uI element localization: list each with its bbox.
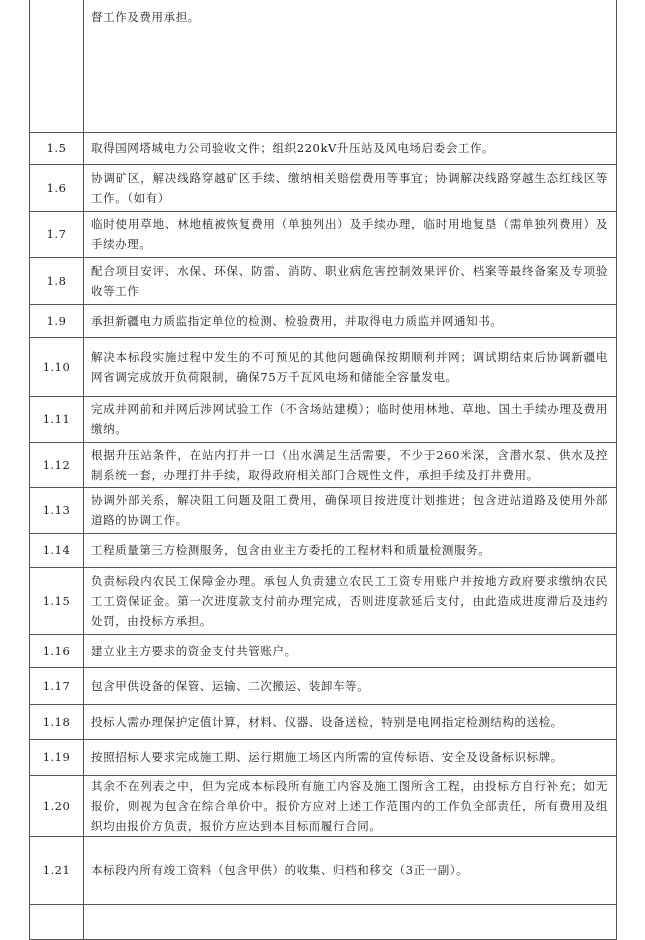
item-description: 协调外部关系，解决阻工问题及阻工费用，确保项目按进度计划推进；包含进站道路及使用外部道路的协调工作。	[84, 487, 617, 533]
table-row	[30, 132, 617, 164]
table-row	[30, 739, 617, 775]
item-number	[30, 0, 84, 132]
item-number: 1.8	[30, 257, 84, 304]
item-number: 1.21	[30, 836, 84, 904]
item-description: 取得国网塔城电力公司验收文件；组织220kV升压站及风电场启委会工作。	[84, 132, 617, 164]
item-number: 1.13	[30, 487, 84, 533]
item-number	[30, 904, 84, 939]
work-scope-table	[29, 0, 617, 940]
item-description: 完成并网前和并网后涉网试验工作（不含场站建模）；临时使用林地、草地、国土手续办理及费用缴纳。	[84, 396, 617, 442]
item-description: 临时使用草地、林地植被恢复费用（单独列出）及手续办理，临时用地复垦（需单独列费用）及手续办理。	[84, 211, 617, 257]
item-description: 其余不在列表之中，但为完成本标段所有施工内容及施工图所含工程，由投标方自行补充；如无报价，则视为包含在综合单价中。报价方应对上述工作范围内的工作负全部责任，所有费用及组织均由报价方负责，报价方应达到本目标而履行合同。	[84, 775, 617, 836]
item-description: 解决本标段实施过程中发生的不可预见的其他问题确保按期顺利并网；调试期结束后协调新疆电网省调完成放开负荷限制，确保75万千瓦风电场和储能全容量发电。	[84, 337, 617, 396]
item-description: 包含甲供设备的保管、运输、二次搬运、装卸车等。	[84, 667, 617, 704]
item-number: 1.7	[30, 211, 84, 257]
item-description: 投标人需办理保护定值计算，材料、仪器、设备送检，特别是电网指定检测结构的送检。	[84, 704, 617, 739]
document-page	[29, 0, 616, 940]
table-row	[30, 442, 617, 487]
item-description	[84, 904, 617, 939]
table-row	[30, 667, 617, 704]
table-row	[30, 567, 617, 634]
item-number: 1.19	[30, 739, 84, 775]
table-row	[30, 0, 617, 132]
table-row	[30, 836, 617, 904]
item-description: 承担新疆电力质监指定单位的检测、检验费用，并取得电力质监并网通知书。	[84, 304, 617, 337]
item-number: 1.9	[30, 304, 84, 337]
item-description: 本标段内所有竣工资料（包含甲供）的收集、归档和移交（3正一副）。	[84, 836, 617, 904]
table-row	[30, 337, 617, 396]
item-number: 1.15	[30, 567, 84, 634]
item-number: 1.14	[30, 533, 84, 567]
item-number: 1.20	[30, 775, 84, 836]
table-row	[30, 487, 617, 533]
table-row	[30, 396, 617, 442]
table-row	[30, 211, 617, 257]
item-description: 督工作及费用承担。	[84, 0, 617, 132]
item-number: 1.11	[30, 396, 84, 442]
item-number: 1.17	[30, 667, 84, 704]
item-description: 配合项目安评、水保、环保、防雷、消防、职业病危害控制效果评价、档案等最终备案及专项验收等工作	[84, 257, 617, 304]
item-number: 1.10	[30, 337, 84, 396]
table-row	[30, 634, 617, 667]
item-description: 工程质量第三方检测服务，包含由业主方委托的工程材料和质量检测服务。	[84, 533, 617, 567]
item-description: 按照招标人要求完成施工期、运行期施工场区内所需的宣传标语、安全及设备标识标牌。	[84, 739, 617, 775]
table-row	[30, 904, 617, 939]
table-row	[30, 304, 617, 337]
item-description: 协调矿区，解决线路穿越矿区手续、缴纳相关赔偿费用等事宜；协调解决线路穿越生态红线区等工作。（如有）	[84, 164, 617, 211]
item-description: 根据升压站条件，在站内打井一口（出水满足生活需要，不少于260米深，含潜水泵、供水及控制系统一套，办理打井手续，取得政府相关部门合规性文件，承担手续及打井费用。	[84, 442, 617, 487]
item-number: 1.12	[30, 442, 84, 487]
table-row	[30, 704, 617, 739]
item-number: 1.6	[30, 164, 84, 211]
item-number: 1.16	[30, 634, 84, 667]
table-row	[30, 164, 617, 211]
table-row	[30, 533, 617, 567]
item-description: 负责标段内农民工保障金办理。承包人负责建立农民工工资专用账户并按地方政府要求缴纳农民工工资保证金。第一次进度款支付前办理完成，否则进度款延后支付，由此造成进度滞后及违约处罚，由投标方承担。	[84, 567, 617, 634]
item-number: 1.18	[30, 704, 84, 739]
item-description: 建立业主方要求的资金支付共管账户。	[84, 634, 617, 667]
table-row	[30, 257, 617, 304]
item-number: 1.5	[30, 132, 84, 164]
table-row	[30, 775, 617, 836]
